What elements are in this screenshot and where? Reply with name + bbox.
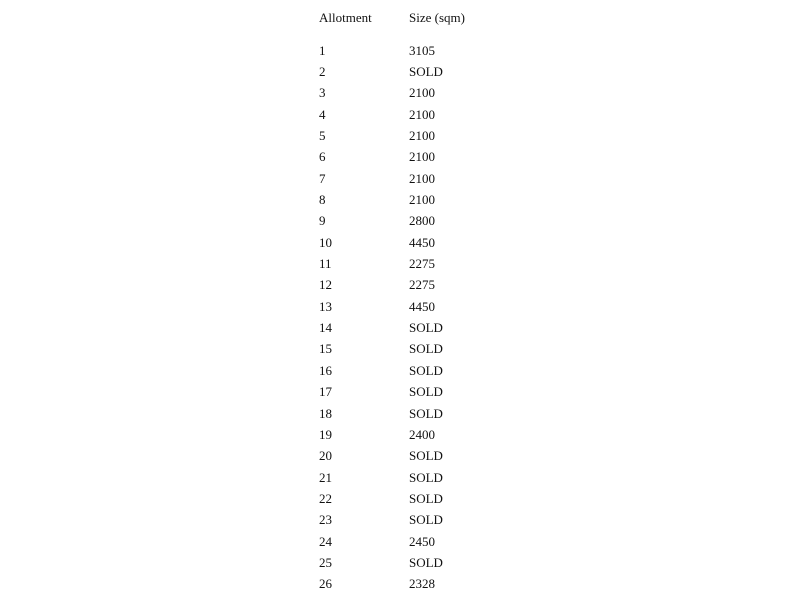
table-row xyxy=(319,232,529,253)
table-row xyxy=(319,104,529,125)
allotment-number: 6 xyxy=(319,149,326,165)
allotment-number: 13 xyxy=(319,298,332,314)
allotment-size: 4450 xyxy=(409,298,435,314)
allotment-size: 3105 xyxy=(409,42,435,58)
table-row xyxy=(319,510,529,531)
allotment-size: 2100 xyxy=(409,170,435,186)
table-row xyxy=(319,574,529,595)
table-row xyxy=(319,424,529,445)
allotment-number: 24 xyxy=(319,533,332,549)
allotment-size: 2450 xyxy=(409,533,435,549)
table-row xyxy=(319,147,529,168)
allotment-size: 2100 xyxy=(409,128,435,144)
allotment-number: 15 xyxy=(319,341,332,357)
allotment-size: SOLD xyxy=(409,320,443,336)
allotment-number: 2 xyxy=(319,64,326,80)
allotment-size: SOLD xyxy=(409,64,443,80)
allotment-number: 7 xyxy=(319,170,326,186)
table-row xyxy=(319,382,529,403)
allotment-size: SOLD xyxy=(409,512,443,528)
table-row xyxy=(319,317,529,338)
allotment-number: 1 xyxy=(319,42,326,58)
allotment-number: 12 xyxy=(319,277,332,293)
allotment-size: 2100 xyxy=(409,106,435,122)
header-allotment: Allotment xyxy=(319,10,372,25)
table-row xyxy=(319,296,529,317)
allotment-number: 4 xyxy=(319,106,326,122)
allotment-size: 2100 xyxy=(409,192,435,208)
allotment-number: 17 xyxy=(319,384,332,400)
allotment-number: 10 xyxy=(319,234,332,250)
table-row xyxy=(319,531,529,552)
table-header xyxy=(319,8,529,28)
allotment-size: SOLD xyxy=(409,490,443,506)
table-row xyxy=(319,552,529,573)
table-row xyxy=(319,168,529,189)
table-row xyxy=(319,360,529,381)
allotment-number: 9 xyxy=(319,213,326,229)
table-row xyxy=(319,61,529,82)
allotment-size: 2400 xyxy=(409,426,435,442)
table-row xyxy=(319,40,529,61)
allotment-number: 16 xyxy=(319,362,332,378)
allotment-size: 2800 xyxy=(409,213,435,229)
table-row xyxy=(319,189,529,210)
allotment-number: 18 xyxy=(319,405,332,421)
allotment-number: 26 xyxy=(319,576,332,592)
table-row xyxy=(319,488,529,509)
allotment-number: 5 xyxy=(319,128,326,144)
allotment-size: SOLD xyxy=(409,362,443,378)
allotment-size: 2100 xyxy=(409,85,435,101)
allotment-number: 11 xyxy=(319,256,332,272)
allotment-number: 21 xyxy=(319,469,332,485)
allotment-size: 4450 xyxy=(409,234,435,250)
allotment-number: 3 xyxy=(319,85,326,101)
table-row xyxy=(319,403,529,424)
allotment-size: SOLD xyxy=(409,341,443,357)
allotment-table xyxy=(319,8,529,595)
allotment-number: 14 xyxy=(319,320,332,336)
table-row xyxy=(319,446,529,467)
table-row xyxy=(319,211,529,232)
table-row xyxy=(319,467,529,488)
table-row xyxy=(319,83,529,104)
allotment-number: 22 xyxy=(319,490,332,506)
allotment-size: SOLD xyxy=(409,448,443,464)
allotment-number: 25 xyxy=(319,554,332,570)
allotment-size: SOLD xyxy=(409,384,443,400)
allotment-size: 2328 xyxy=(409,576,435,592)
allotment-number: 8 xyxy=(319,192,326,208)
allotment-size: 2275 xyxy=(409,256,435,272)
table-body xyxy=(319,40,529,595)
table-row xyxy=(319,339,529,360)
header-size: Size (sqm) xyxy=(409,10,465,25)
allotment-number: 20 xyxy=(319,448,332,464)
allotment-size: SOLD xyxy=(409,554,443,570)
allotment-number: 23 xyxy=(319,512,332,528)
allotment-size: 2100 xyxy=(409,149,435,165)
allotment-number: 19 xyxy=(319,426,332,442)
table-row xyxy=(319,275,529,296)
allotment-size: 2275 xyxy=(409,277,435,293)
table-row xyxy=(319,253,529,274)
table-row xyxy=(319,125,529,146)
allotment-size: SOLD xyxy=(409,469,443,485)
allotment-size: SOLD xyxy=(409,405,443,421)
